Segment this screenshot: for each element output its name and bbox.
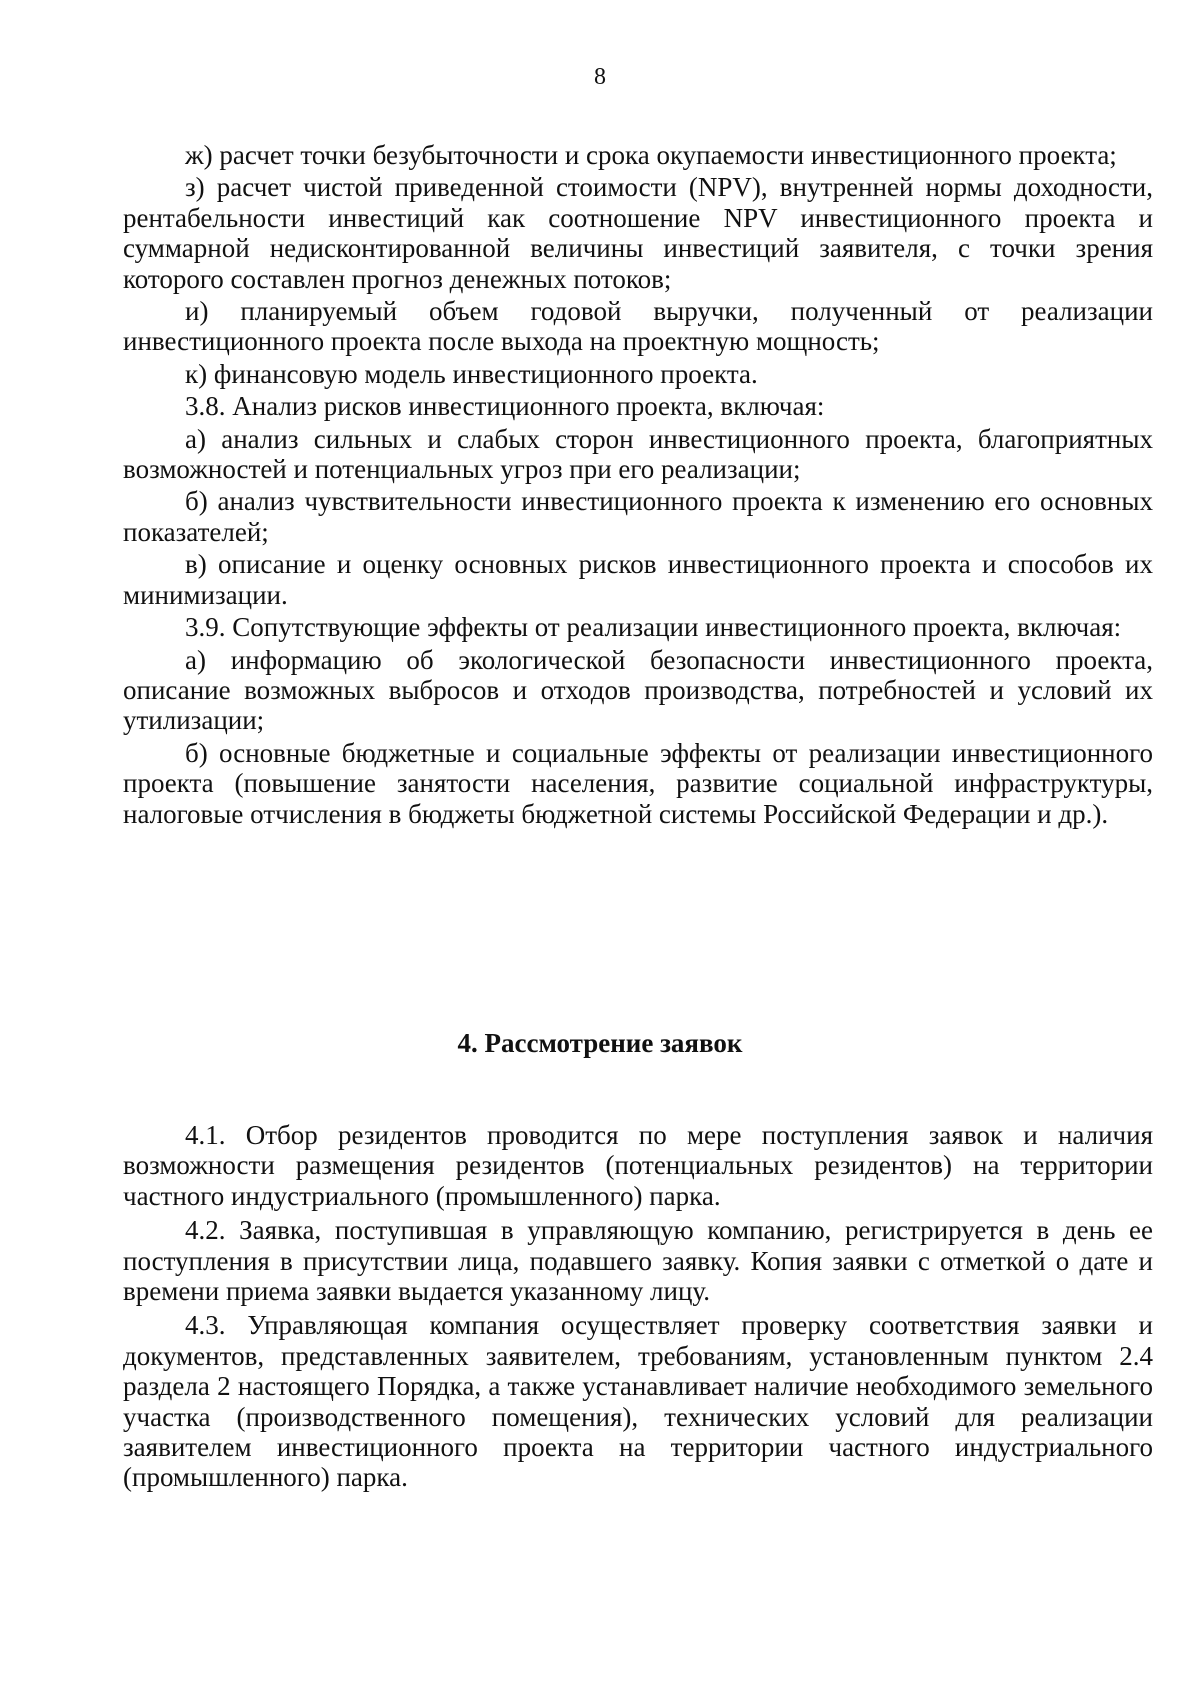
page-number: 8 — [594, 64, 606, 90]
paragraph-4-3: 4.3. Управляющая компания осуществляет проверку соответствия заявки и документов, представленных заявителем, требованиям, установленным пунктом 2.4 раздела 2 настоящего Порядка, а также устанавливает наличие необходимого земельного участка (производственного помещения), технических условий для реализации заявителем инвестиционного проекта на территории частного индустриального (промышленного) парка. — [123, 1310, 1153, 1493]
paragraph-3-9-b: б) основные бюджетные и социальные эффекты от реализации инвестиционного проекта (повышение занятости населения, развитие социальной инфраструктуры, налоговые отчисления в бюджеты бюджетной системы Российской Федерации и др.). — [123, 737, 1153, 829]
paragraph-4-2: 4.2. Заявка, поступившая в управляющую компанию, регистрируется в день ее поступления в присутствии лица, подавшего заявку. Копия заявки с отметкой о дате и времени приема заявки выдается указанному лицу. — [123, 1215, 1153, 1307]
paragraph-3-9-a: а) информацию об экологической безопасности инвестиционного проекта, описание возможных выбросов и отходов производства, потребностей и условий их утилизации; — [123, 644, 1153, 736]
paragraph-3-8-b: б) анализ чувствительности инвестиционного проекта к изменению его основных показателей; — [123, 486, 1153, 547]
paragraph-3-8: 3.8. Анализ рисков инвестиционного проекта, включая: — [185, 391, 825, 422]
upper-text-block — [123, 140, 1153, 831]
paragraph-k: к) финансовую модель инвестиционного проекта. — [185, 358, 758, 389]
paragraph-z: з) расчет чистой приведенной стоимости (NPV), внутренней нормы доходности, рентабельности инвестиций как соотношение NPV инвестиционного проекта и суммарной недисконтированной величины инвестиций заявителя, с точки зрения которого составлен прогноз денежных потоков; — [123, 172, 1153, 294]
paragraph-zh: ж) расчет точки безубыточности и срока окупаемости инвестиционного проекта; — [185, 140, 1117, 170]
lower-text-block — [123, 1120, 1153, 1497]
paragraph-3-9: 3.9. Сопутствующие эффекты от реализации инвестиционного проекта, включая: — [185, 612, 1122, 643]
paragraph-3-8-v: в) описание и оценку основных рисков инвестиционного проекта и способов их минимизации. — [123, 549, 1153, 610]
section-heading: 4. Рассмотрение заявок — [457, 1028, 743, 1058]
paragraph-4-1: 4.1. Отбор резидентов проводится по мере поступления заявок и наличия возможности размещения резидентов (потенциальных резидентов) на территории частного индустриального (промышленного) парка. — [123, 1120, 1153, 1211]
paragraph-i: и) планируемый объем годовой выручки, полученный от реализации инвестиционного проекта после выхода на проектную мощность; — [123, 296, 1153, 357]
paragraph-3-8-a: а) анализ сильных и слабых сторон инвестиционного проекта, благоприятных возможностей и потенциальных угроз при его реализации; — [123, 423, 1153, 485]
